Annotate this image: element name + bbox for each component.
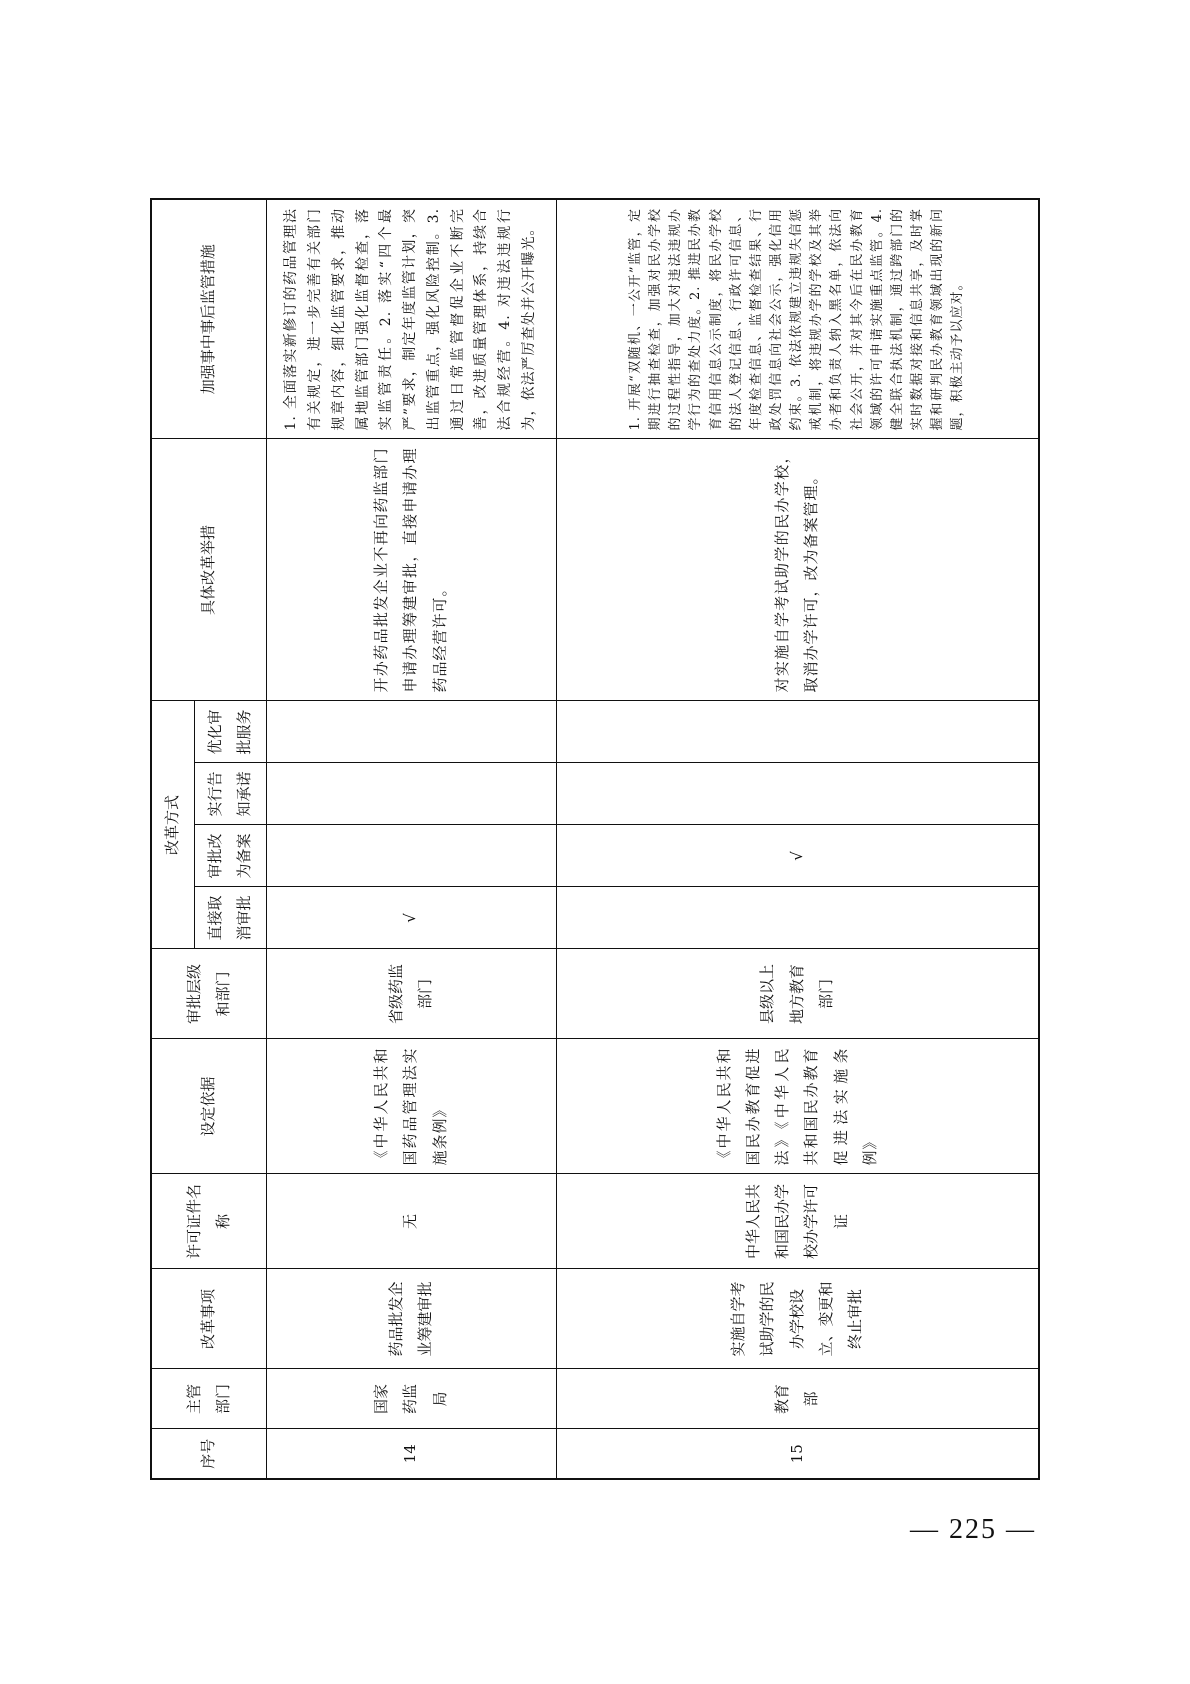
cell-basis: 《中华人民共和国药品管理法实施条例》 <box>266 1039 556 1174</box>
cell-cancel-check: √ <box>266 887 556 949</box>
col-header-basis: 设定依据 <box>151 1039 266 1174</box>
cell-notify-check <box>556 763 1039 825</box>
col-header-cancel: 直接取消审批 <box>195 887 267 949</box>
cell-level: 县级以上地方教育部门 <box>556 949 1039 1039</box>
col-header-optimize: 优化审批服务 <box>195 701 267 763</box>
cell-seq: 14 <box>266 1429 556 1479</box>
cell-level: 省级药监部门 <box>266 949 556 1039</box>
rotated-table-container <box>150 200 1040 1480</box>
cell-cancel-check <box>556 887 1039 949</box>
cell-basis: 《中华人民共和国民办教育促进法》《中华人民共和国民办教育促进法实施条例》 <box>556 1039 1039 1174</box>
col-header-license: 许可证件名称 <box>151 1174 266 1269</box>
cell-seq: 15 <box>556 1429 1039 1479</box>
col-header-record: 审批改为备案 <box>195 825 267 887</box>
page-number: — 225 — <box>910 1514 1036 1545</box>
cell-item: 实施自学考试助学的民办学校设立、变更和终止审批 <box>556 1269 1039 1369</box>
col-header-supervision: 加强事中事后监管措施 <box>151 199 266 439</box>
cell-record-check: √ <box>556 825 1039 887</box>
cell-record-check <box>266 825 556 887</box>
cell-supervision: 1. 全面落实新修订的药品管理法有关规定，进一步完善有关部门规章内容，细化监管要求，推动属地监管部门强化监督检查，落实监管责任。2. 落实“四个最严”要求，制定年度监管计划，突出监管重点，强化风险控制。3. 通过日常监管督促企业不断完善，改进质量管理体系，持续合法合规经营。4. 对违法违规行为，依法严厉查处并公开曝光。 <box>266 199 556 439</box>
cell-measures: 对实施自学考试助学的民办学校，取消办学许可，改为备案管理。 <box>556 439 1039 701</box>
col-header-reform-group: 改革方式 <box>151 701 195 949</box>
col-header-seq: 序号 <box>151 1429 266 1479</box>
reform-table <box>150 198 1040 1480</box>
cell-supervision: 1. 开展“双随机、一公开”监管，定期进行抽查检查，加强对民办学校的过程性指导，加大对违法违规办学行为的查处力度。2. 推进民办教育信用信息公示制度，将民办学校的法人登记信息、行政许可信息、年度检查信息、监督检查结果、行政处罚信息向社会公示，强化信用约束。3. 依法依规建立违规失信惩戒机制，将违规办学的学校及其举办者和负责人纳入黑名单，依法向社会公开，并对其今后在民办教育领域的许可申请实施重点监管。4. 健全联合执法机制，通过跨部门的实时数据对接和信息共享，及时掌握和研判民办教育领域出现的新问题，积极主动予以应对。 <box>556 199 1039 439</box>
cell-dept: 教育部 <box>556 1369 1039 1429</box>
cell-item: 药品批发企业筹建审批 <box>266 1269 556 1369</box>
col-header-notify: 实行告知承诺 <box>195 763 267 825</box>
cell-license: 中华人民共和国民办学校办学许可证 <box>556 1174 1039 1269</box>
col-header-item: 改革事项 <box>151 1269 266 1369</box>
cell-measures: 开办药品批发企业不再向药监部门申请办理筹建审批，直接申请办理药品经营许可。 <box>266 439 556 701</box>
table-row <box>556 199 1039 1479</box>
col-header-level: 审批层级和部门 <box>151 949 266 1039</box>
col-header-measures: 具体改革举措 <box>151 439 266 701</box>
cell-notify-check <box>266 763 556 825</box>
cell-optimize-check <box>266 701 556 763</box>
cell-dept: 国家药监局 <box>266 1369 556 1429</box>
header-row <box>151 199 195 1479</box>
cell-license: 无 <box>266 1174 556 1269</box>
col-header-dept: 主管部门 <box>151 1369 266 1429</box>
table-row <box>266 199 556 1479</box>
cell-optimize-check <box>556 701 1039 763</box>
